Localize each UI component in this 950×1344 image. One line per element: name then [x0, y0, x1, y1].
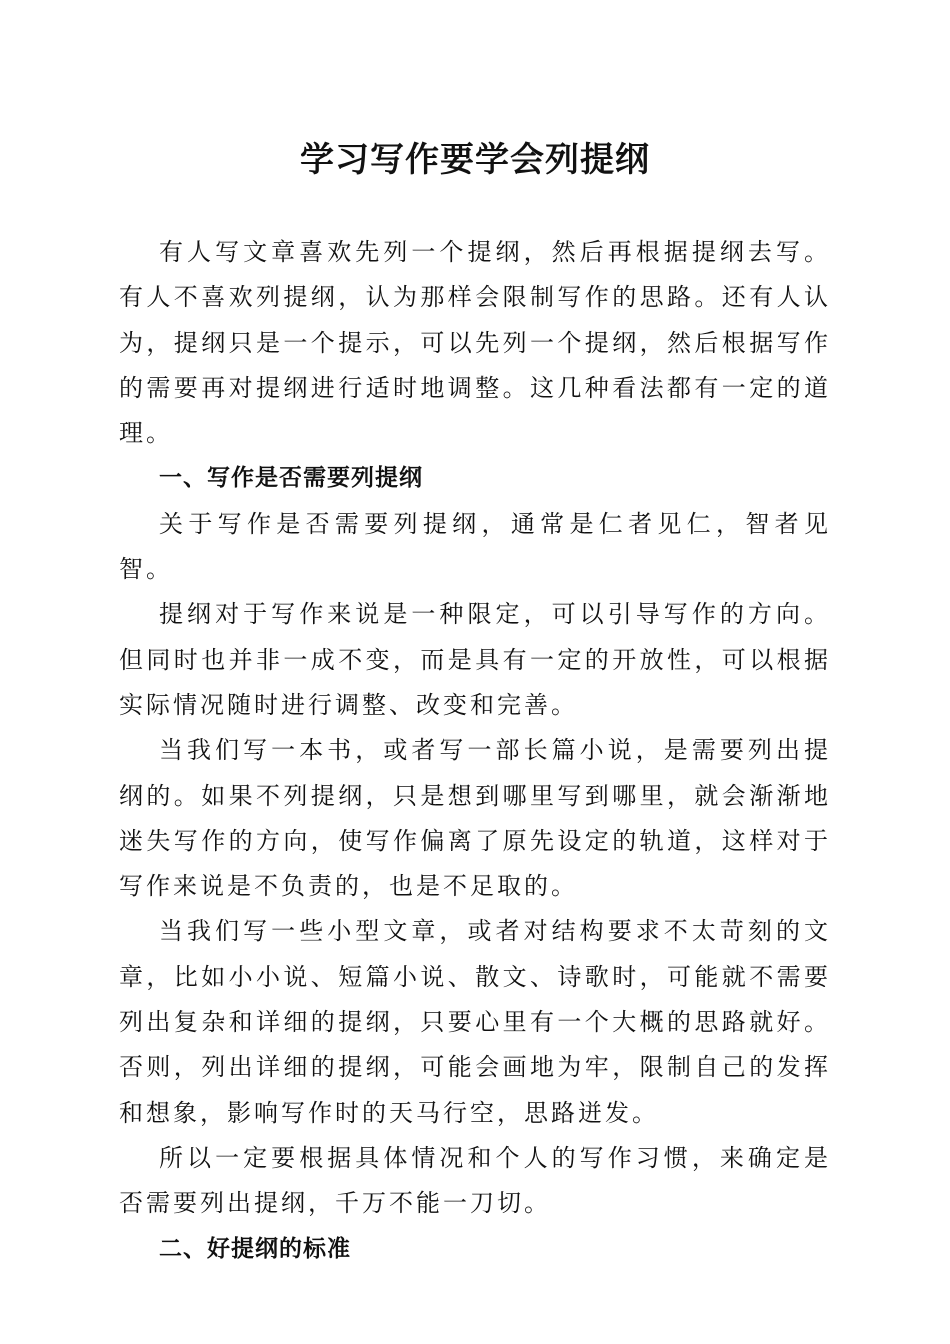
- page-title: 学习写作要学会列提纲: [300, 140, 650, 180]
- paragraph: 当我们写一些小型文章，或者对结构要求不太苛刻的文章，比如小小说、短篇小说、散文、诗歌时，可能就不需要列出复杂和详细的提纲，只要心里有一个大概的思路就好。否则，列出详细的提纲，可能会画地为牢，限制自己的发挥和想象，影响写作时的天马行空，思路迸发。: [119, 917, 831, 1127]
- section-heading-2: 二、好提纲的标准: [159, 1235, 351, 1262]
- paragraph: 关于写作是否需要列提纲，通常是仁者见仁，智者见智。: [119, 509, 831, 584]
- document-body: [119, 230, 831, 1272]
- section-heading-1: 一、写作是否需要列提纲: [159, 465, 423, 492]
- paragraph: 所以一定要根据具体情况和个人的写作习惯，来确定是否需要列出提纲，千万不能一刀切。: [119, 1143, 831, 1218]
- paragraph: 当我们写一本书，或者写一部长篇小说，是需要列出提纲的。如果不列提纲，只是想到哪里写到哪里，就会渐渐地迷失写作的方向，使写作偏离了原先设定的轨道，这样对于写作来说是不负责的，也是不足取的。: [119, 736, 831, 901]
- paragraph-intro: 有人写文章喜欢先列一个提纲，然后再根据提纲去写。有人不喜欢列提纲，认为那样会限制写作的思路。还有人认为，提纲只是一个提示，可以先列一个提纲，然后根据写作的需要再对提纲进行适时地调整。这几种看法都有一定的道理。: [119, 238, 831, 448]
- paragraph: 提纲对于写作来说是一种限定，可以引导写作的方向。但同时也并非一成不变，而是具有一定的开放性，可以根据实际情况随时进行调整、改变和完善。: [119, 600, 831, 719]
